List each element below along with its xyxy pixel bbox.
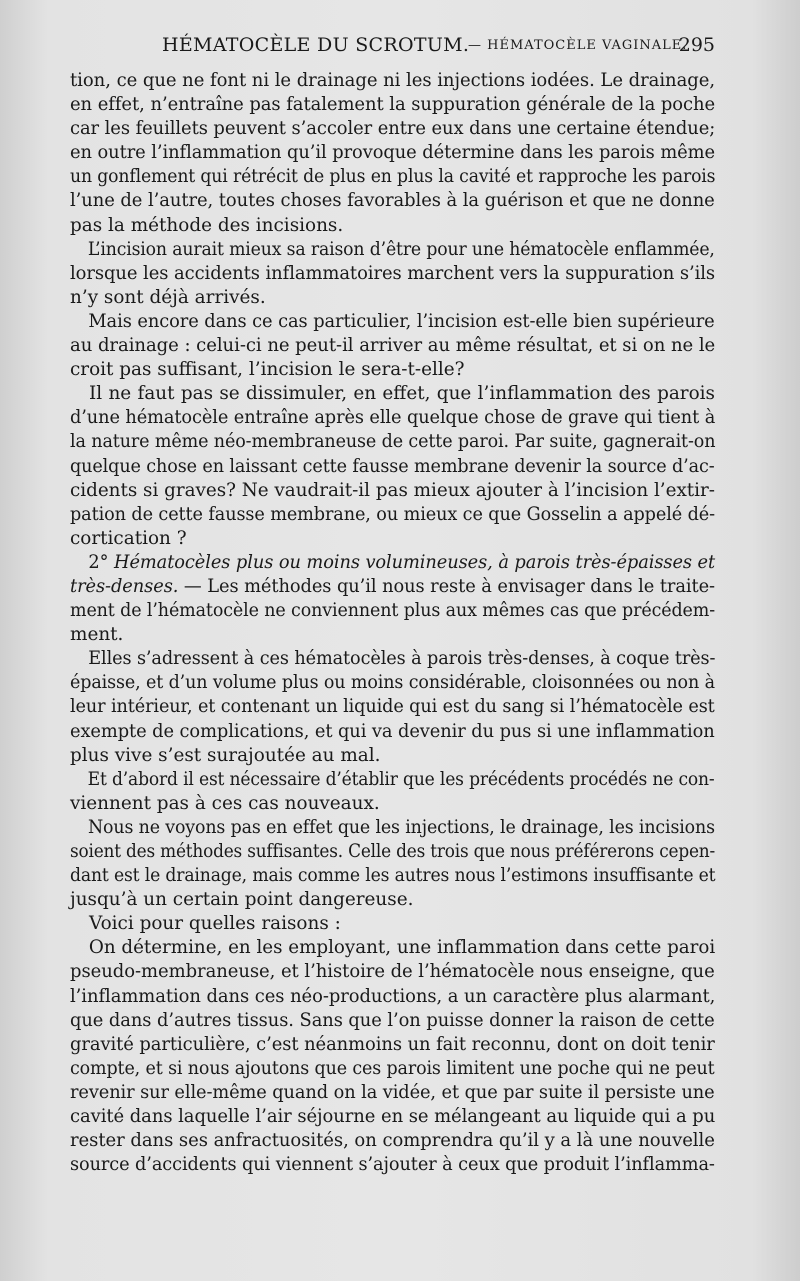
line-text: source d’accidents qui viennent s’ajouter à ceux que produit l’inflamma- bbox=[70, 1154, 715, 1176]
text-line bbox=[70, 888, 715, 912]
text-line bbox=[70, 1009, 715, 1033]
line-text: au drainage : celui-ci ne peut-il arriver au même résultat, et si on ne le bbox=[70, 335, 716, 357]
text-line bbox=[70, 1153, 715, 1177]
text-line bbox=[70, 840, 715, 864]
text-line bbox=[70, 310, 715, 334]
line-text: car les feuillets peuvent s’accoler entre eux dans une certaine étendue; bbox=[70, 118, 716, 140]
text-line bbox=[70, 358, 715, 382]
line-text: Il ne faut pas se dissimuler, en effet, que l’inflammation des parois bbox=[89, 383, 715, 405]
line-text: l’inflammation dans ces néo-productions, a un caractère plus alarmant, bbox=[70, 985, 716, 1007]
text-line bbox=[70, 744, 715, 768]
line-text: gravité particulière, c’est néanmoins un fait reconnu, dont on doit tenir bbox=[70, 1033, 715, 1055]
text-line bbox=[70, 647, 716, 671]
running-title: HÉMATOCÈLE DU SCROTUM. bbox=[162, 34, 470, 56]
text-line bbox=[70, 141, 715, 165]
text-line bbox=[70, 479, 713, 503]
line-text: épaisse, et d’un volume plus ou moins considérable, cloisonnées ou non à bbox=[70, 672, 715, 694]
line-text: croit pas suffisant, l’incision le sera-t-elle? bbox=[70, 359, 465, 381]
line-text: viennent pas à ces cas nouveaux. bbox=[70, 792, 380, 814]
line-text: pas la méthode des incisions. bbox=[70, 214, 344, 236]
text-line bbox=[70, 286, 715, 310]
text-line bbox=[70, 1081, 715, 1105]
text-line bbox=[70, 1057, 715, 1081]
text-line bbox=[70, 960, 715, 984]
line-text: On détermine, en les employant, une inflammation dans cette paroi bbox=[88, 937, 716, 959]
text-line bbox=[70, 430, 716, 454]
text-line bbox=[70, 599, 716, 623]
text-line bbox=[70, 503, 715, 527]
text-line bbox=[70, 985, 716, 1009]
line-text: plus vive s’est surajoutée au mal. bbox=[70, 744, 381, 766]
text-line bbox=[70, 214, 715, 238]
line-text: Voici pour quelles raisons : bbox=[89, 913, 341, 935]
line-prefix: 2° bbox=[88, 551, 115, 573]
running-header bbox=[70, 34, 715, 62]
text-line bbox=[70, 262, 716, 286]
text-line bbox=[70, 165, 716, 189]
line-text: la nature même néo-membraneuse de cette paroi. Par suite, gagnerait-on bbox=[70, 431, 716, 453]
text-line bbox=[70, 792, 715, 816]
text-line bbox=[70, 117, 716, 141]
text-line bbox=[70, 238, 715, 262]
text-line bbox=[70, 816, 715, 840]
line-text: revenir sur elle-même quand on la vidée, et que par suite il persiste une bbox=[70, 1081, 715, 1103]
running-subtitle: — HÉMATOCÈLE VAGINALE. bbox=[468, 38, 688, 53]
text-line bbox=[70, 527, 715, 551]
italic-text: Hématocèles plus ou moins volumineuses, à parois très-épaisses et bbox=[114, 551, 716, 573]
line-text: quelque chose en laissant cette fausse membrane devenir la source d’ac- bbox=[70, 455, 715, 477]
line-text: n’y sont déjà arrivés. bbox=[70, 286, 266, 308]
line-text: que dans d’autres tissus. Sans que l’on puisse donner la raison de cette bbox=[70, 1009, 715, 1031]
line-text: pation de cette fausse membrane, ou mieux ce que Gosselin a appelé dé- bbox=[70, 503, 715, 525]
text-line bbox=[70, 189, 715, 213]
line-text: cidents si graves? Ne vaudrait-il pas mieux ajouter à l’incision l’extir- bbox=[70, 479, 715, 501]
text-line bbox=[70, 864, 716, 888]
line-text: ment. bbox=[70, 624, 124, 646]
body-text bbox=[70, 69, 715, 1177]
text-line bbox=[70, 623, 715, 647]
line-text: jusqu’à un certain point dangereuse. bbox=[70, 889, 414, 911]
text-line bbox=[70, 912, 715, 936]
line-text: rester dans ses anfractuosités, on comprendra qu’il y a là une nouvelle bbox=[70, 1130, 715, 1152]
text-line bbox=[70, 406, 716, 430]
text-line bbox=[70, 768, 715, 792]
text-line bbox=[70, 695, 715, 719]
text-line bbox=[70, 551, 716, 575]
line-text: l’une de l’autre, toutes choses favorables à la guérison et que ne donne bbox=[70, 190, 715, 212]
line-text: en effet, n’entraîne pas fatalement la suppuration générale de la poche bbox=[70, 94, 716, 116]
line-text: Nous ne voyons pas en effet que les injections, le drainage, les incisions bbox=[87, 816, 715, 838]
text-line bbox=[70, 455, 715, 479]
line-text: ment de l’hématocèle ne conviennent plus aux mêmes cas que précédem- bbox=[70, 600, 716, 622]
text-line bbox=[70, 69, 716, 93]
text-line bbox=[70, 720, 715, 744]
text-line bbox=[70, 93, 716, 117]
line-text: dant est le drainage, mais comme les autres nous l’estimons insuffisante et bbox=[70, 865, 716, 887]
line-text: Elles s’adressent à ces hématocèles à parois très-denses, à coque très- bbox=[88, 648, 716, 670]
line-text: leur intérieur, et contenant un liquide qui est du sang si l’hématocèle est bbox=[70, 696, 715, 718]
line-text: Mais encore dans ce cas particulier, l’incision est-elle bien supérieure bbox=[88, 310, 715, 332]
text-line bbox=[70, 671, 715, 695]
text-line bbox=[70, 575, 715, 599]
line-text: en outre l’inflammation qu’il provoque détermine dans les parois même bbox=[70, 142, 715, 164]
text-line bbox=[70, 334, 716, 358]
line-text: lorsque les accidents inflammatoires marchent vers la suppuration s’ils bbox=[70, 262, 716, 284]
line-text: — Les méthodes qu’il nous reste à envisager dans le traite- bbox=[178, 575, 715, 597]
line-text: un gonflement qui rétrécit de plus en plus la cavité et rapproche les parois bbox=[70, 166, 716, 188]
line-text: soient des méthodes suffisantes. Celle des trois que nous préférerons cepen- bbox=[70, 841, 715, 862]
line-text: pseudo-membraneuse, et l’histoire de l’hématocèle nous enseigne, que bbox=[70, 961, 715, 983]
text-line bbox=[70, 382, 715, 406]
page-number: 295 bbox=[678, 34, 715, 56]
line-text: L’incision aurait mieux sa raison d’être pour une hématocèle enflammée, bbox=[87, 238, 715, 260]
line-text: Et d’abord il est nécessaire d’établir que les précédents procédés ne con- bbox=[87, 768, 715, 790]
text-line bbox=[70, 1105, 716, 1129]
line-text: tion, ce que ne font ni le drainage ni les injections iodées. Le drainage, bbox=[70, 70, 716, 91]
text-line bbox=[70, 1033, 715, 1057]
line-text: exempte de complications, et qui va devenir du pus si une inflammation bbox=[70, 720, 715, 742]
line-text: cavité dans laquelle l’air séjourne en se mélangeant au liquide qui a pu bbox=[70, 1106, 716, 1128]
text-line bbox=[70, 936, 716, 960]
text-line bbox=[70, 1129, 715, 1153]
italic-text: très-denses. bbox=[70, 575, 179, 597]
line-text: compte, et si nous ajoutons que ces parois limitent une poche qui ne peut bbox=[70, 1057, 715, 1079]
line-text: cortication ? bbox=[70, 527, 187, 549]
line-text: d’une hématocèle entraîne après elle quelque chose de grave qui tient à bbox=[70, 407, 716, 429]
